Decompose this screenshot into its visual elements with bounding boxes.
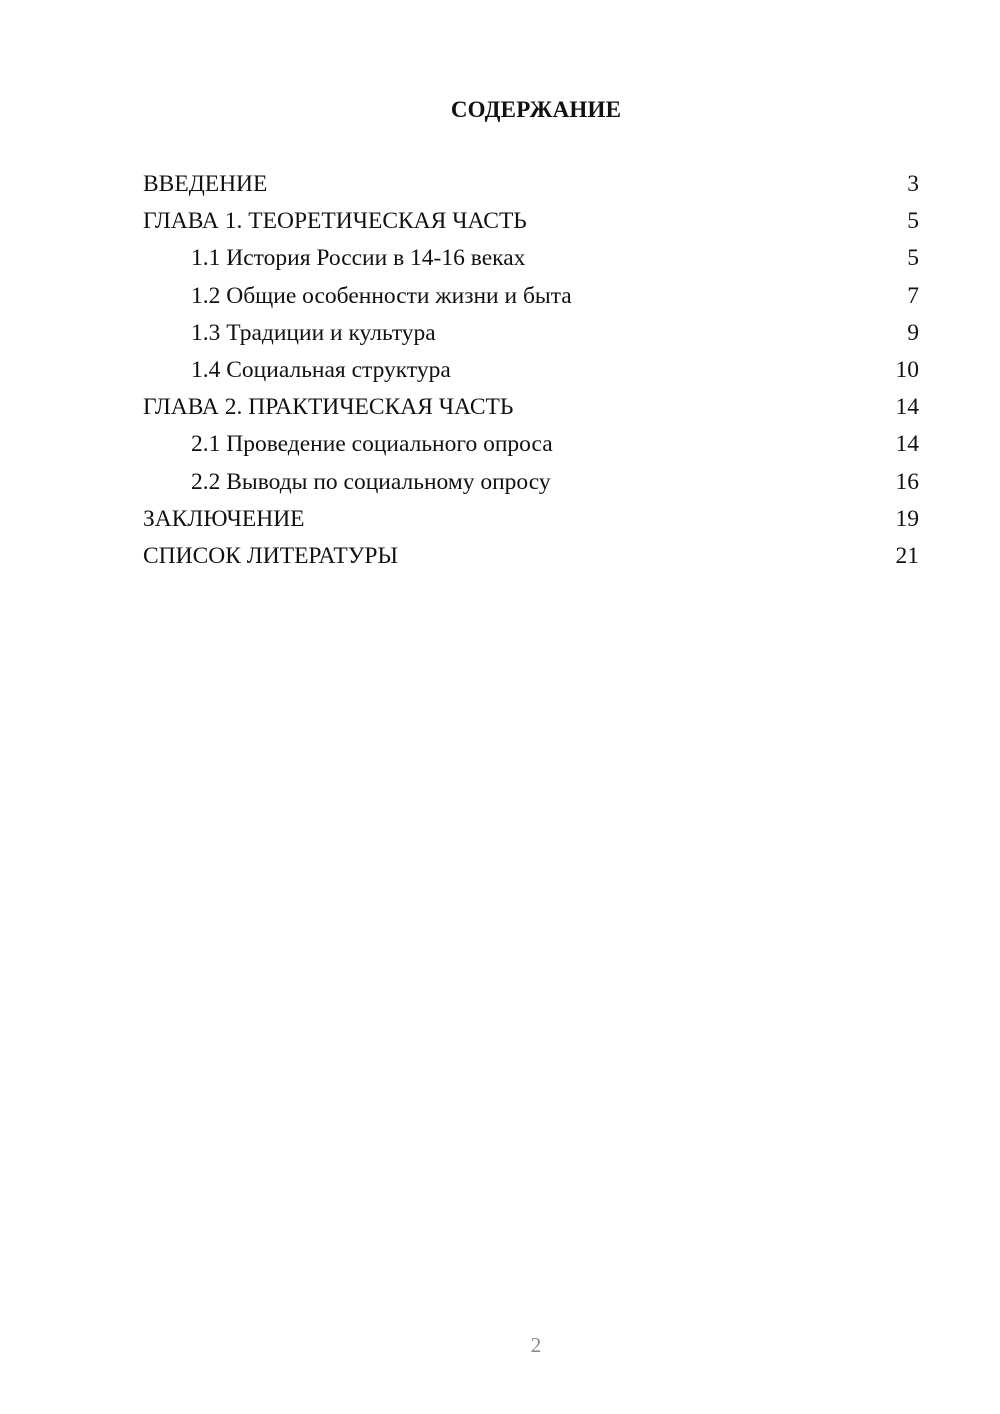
toc-entry-page: 5	[907, 245, 919, 272]
toc-entry-page: 3	[907, 171, 919, 197]
table-of-contents	[143, 166, 919, 575]
toc-entry-page: 19	[895, 505, 919, 532]
page-number: 2	[530, 1333, 542, 1357]
toc-entry-page: 7	[907, 282, 919, 309]
toc-entry-label: 1.4 Социальная структура	[191, 356, 451, 383]
toc-entry-page: 14	[895, 394, 919, 421]
toc-entry-label: 1.1 История России в 14-16 веках	[191, 245, 526, 272]
toc-entry-label: ВВЕДЕНИЕ	[143, 171, 268, 197]
toc-entry-section-2-2	[143, 464, 919, 501]
toc-entry-page: 10	[895, 356, 919, 383]
toc-entry-label: 2.1 Проведение социального опроса	[191, 431, 553, 458]
toc-entry-page: 14	[895, 431, 919, 458]
toc-entry-page: 21	[895, 542, 919, 569]
toc-entry-section-1-4	[143, 352, 919, 389]
page-title: СОДЕРЖАНИЕ	[450, 97, 622, 122]
toc-entry-label: 2.2 Выводы по социальному опросу	[191, 468, 551, 495]
toc-entry-label: ГЛАВА 2. ПРАКТИЧЕСКАЯ ЧАСТЬ	[143, 394, 514, 421]
toc-entry-section-1-3	[143, 315, 919, 352]
toc-entry-section-2-1	[143, 426, 919, 463]
toc-entry-chapter-2	[143, 389, 919, 426]
toc-entry-page: 9	[907, 319, 919, 346]
toc-entry-label: 1.3 Традиции и культура	[191, 319, 436, 346]
toc-entry-label: 1.2 Общие особенности жизни и быта	[191, 282, 572, 309]
toc-entry-section-1-1	[143, 240, 919, 277]
toc-entry-page: 5	[907, 208, 919, 235]
toc-entry-section-1-2	[143, 278, 919, 315]
toc-entry-page: 16	[895, 468, 919, 495]
toc-entry-label: ЗАКЛЮЧЕНИЕ	[143, 505, 305, 532]
toc-entry-references	[143, 538, 919, 575]
toc-entry-chapter-1	[143, 203, 919, 240]
toc-entry-conclusion	[143, 501, 919, 538]
toc-entry-label: СПИСОК ЛИТЕРАТУРЫ	[143, 542, 398, 569]
toc-entry-label: ГЛАВА 1. ТЕОРЕТИЧЕСКАЯ ЧАСТЬ	[143, 208, 527, 235]
toc-entry-introduction	[143, 166, 919, 203]
